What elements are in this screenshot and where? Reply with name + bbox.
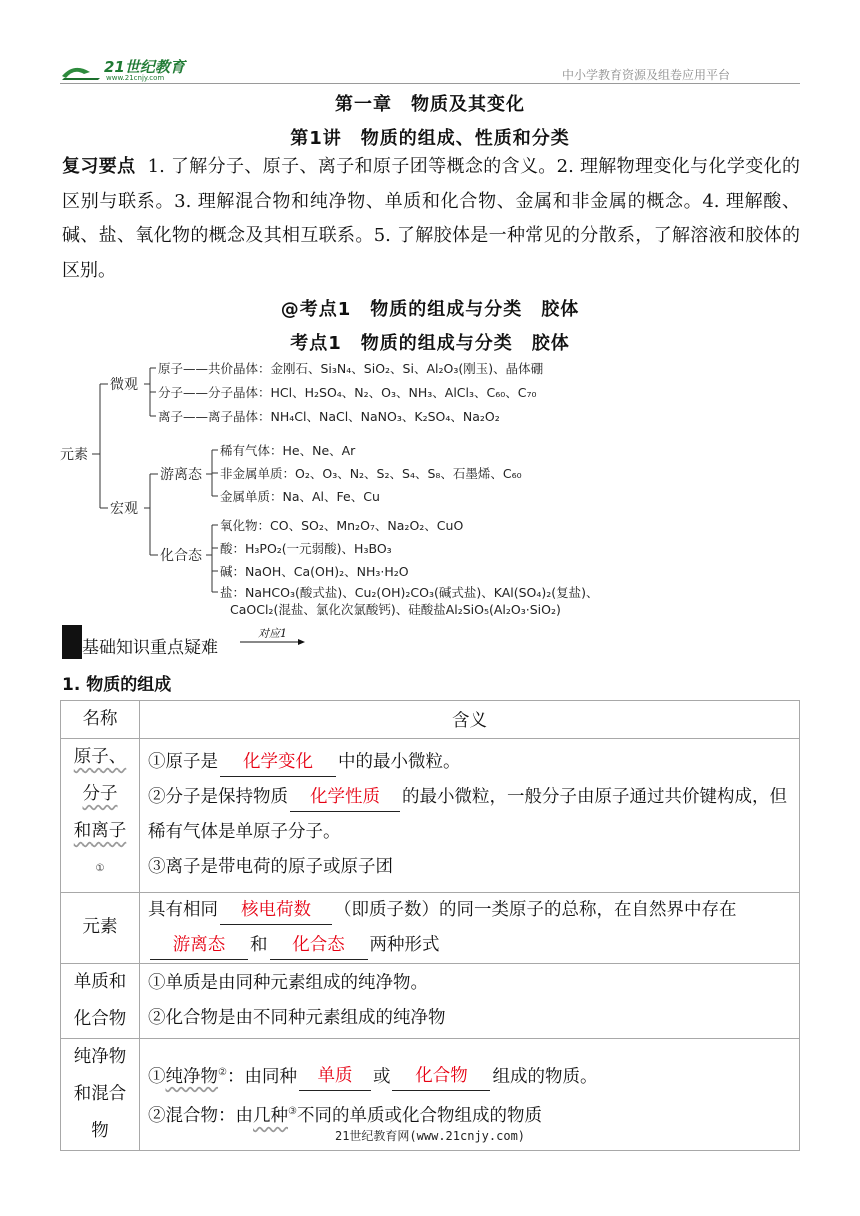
diagram-free-row: 稀有气体：He、Ne、Ar xyxy=(220,443,356,458)
diagram-compound-state: 化合态 xyxy=(160,548,202,564)
text: ：由同种 xyxy=(226,1066,297,1087)
answer-blank: 化合物 xyxy=(392,1062,490,1091)
chapter-title: 第一章 物质及其变化 xyxy=(335,94,525,115)
platform-name: 中小学教育资源及组卷应用平台 xyxy=(561,68,730,82)
row-name xyxy=(61,739,140,893)
section-arrow-label: 对应1 xyxy=(258,627,287,640)
answer-blank: 单质 xyxy=(299,1062,371,1091)
text: ②分子是保持物质 xyxy=(148,787,288,808)
answer-blank: 化合态 xyxy=(270,931,368,960)
row-name: 元素 xyxy=(61,892,140,963)
logo-url: www.21cnjy.com xyxy=(106,74,165,82)
diagram-free-state: 游离态 xyxy=(160,467,202,483)
diagram-compound-row: 盐：NaHCO₃(酸式盐)、Cu₂(OH)₂CO₃(碱式盐)、KAl(SO₄)₂(复盐)、 xyxy=(220,585,599,600)
table-row xyxy=(61,739,800,893)
row-name-part: 原子、 xyxy=(73,747,127,767)
logo xyxy=(60,56,220,82)
text: 或 xyxy=(372,1066,391,1087)
text: 具有相同 xyxy=(148,899,218,920)
row-name-part: 和混合 xyxy=(73,1083,127,1104)
arrow-right-icon xyxy=(240,637,306,647)
text: 组成的物质。 xyxy=(492,1066,598,1087)
row-name-part: 和离子 xyxy=(73,821,127,841)
review-lead: 复习要点 xyxy=(62,156,136,177)
section-heading: 1. 物质的组成 xyxy=(62,675,172,695)
section-label: 基础知识重点疑难 xyxy=(82,638,218,658)
diagram-free-row: 非金属单质：O₂、O₃、N₂、S₂、S₄、S₈、石墨烯、C₆₀ xyxy=(220,466,522,481)
text: ②化合物是由不同种元素组成的纯净物 xyxy=(148,1007,446,1028)
table-row xyxy=(61,963,800,1038)
col-meaning-header: 含义 xyxy=(140,701,800,739)
answer-blank: 化学性质 xyxy=(290,783,400,812)
answer-blank: 化学变化 xyxy=(220,748,336,777)
diagram-micro: 微观 xyxy=(110,377,138,393)
col-name-header: 名称 xyxy=(61,701,140,739)
row-name-part: 物 xyxy=(91,1120,109,1141)
row-name-part: 纯净物 xyxy=(73,1046,127,1067)
text: 不同的单质或化合物组成的物质 xyxy=(296,1106,542,1127)
diagram-micro-row: 原子——共价晶体：金刚石、Si₃N₄、SiO₂、Si、Al₂O₃(刚玉)、晶体硼 xyxy=(158,361,544,376)
classification-diagram xyxy=(58,352,618,618)
text: ②混合物：由 xyxy=(148,1106,253,1127)
text: （即质子数）的同一类原子的总称，在自然界中存在 xyxy=(334,899,737,920)
diagram-free-row: 金属单质：Na、Al、Fe、Cu xyxy=(220,489,380,504)
header-rule xyxy=(60,83,800,84)
row-meaning xyxy=(140,739,800,893)
text: ①原子是 xyxy=(148,752,218,773)
text: ③离子是带电荷的原子或原子团 xyxy=(148,857,393,878)
page-footer: 21世纪教育网(www.21cnjy.com) xyxy=(334,1129,526,1143)
review-text: 1. 了解分子、原子、离子和原子团等概念的含义。2. 理解物理变化与化学变化的区别与联系。3. 理解混合物和纯净物、单质和化合物、金属和非金属的概念。4. 理解酸、碱、盐、氧化物的概念及其相互联系。5. 了解胶体是一种常见的分散系，了解溶液和胶体的区别。 xyxy=(62,156,800,281)
topic-title-1: @考点1 物质的组成与分类 胶体 xyxy=(280,299,580,320)
section-header xyxy=(62,625,362,659)
topic-title-2: 考点1 物质的组成与分类 胶体 xyxy=(290,333,570,354)
text: 两种形式 xyxy=(369,934,440,955)
footnote-marker: ② xyxy=(218,1066,227,1078)
text: 中的最小微粒。 xyxy=(338,752,461,773)
diagram-compound-row: CaOCl₂(混盐、氯化次氯酸钙)、硅酸盐Al₂SiO₅(Al₂O₃·SiO₂) xyxy=(230,602,561,617)
text: 和 xyxy=(250,934,268,955)
diagram-root: 元素 xyxy=(60,447,88,463)
text: ① xyxy=(148,1066,166,1087)
row-meaning xyxy=(140,963,800,1038)
lesson-title: 第1讲 物质的组成、性质和分类 xyxy=(290,128,570,149)
text: ①单质是由同种元素组成的纯净物。 xyxy=(148,972,428,993)
text: 的最小微粒，一般分子由原子通过共价键构成，但稀有气体是单原子分子。 xyxy=(148,787,787,843)
review-points xyxy=(62,150,800,288)
diagram-compound-row: 酸：H₃PO₂(一元弱酸)、H₃BO₃ xyxy=(220,541,392,556)
composition-table xyxy=(60,700,800,1151)
row-name-part: 化合物 xyxy=(73,1008,127,1029)
row-name xyxy=(61,963,140,1038)
page-header xyxy=(60,52,800,84)
answer-blank: 游离态 xyxy=(150,931,248,960)
term: 纯净物 xyxy=(165,1066,218,1087)
answer-blank: 核电荷数 xyxy=(220,896,332,925)
table-header-row xyxy=(61,701,800,739)
diagram-macro: 宏观 xyxy=(110,501,138,517)
row-meaning xyxy=(140,892,800,963)
diagram-compound-row: 碱：NaOH、Ca(OH)₂、NH₃·H₂O xyxy=(220,564,409,579)
table-row xyxy=(61,892,800,963)
row-name-part: 分子 xyxy=(82,784,118,804)
diagram-compound-row: 氧化物：CO、SO₂、Mn₂O₇、Na₂O₂、CuO xyxy=(220,518,464,533)
section-marker xyxy=(62,625,82,659)
row-name-part: 单质和 xyxy=(73,971,127,992)
diagram-micro-row: 离子——离子晶体：NH₄Cl、NaCl、NaNO₃、K₂SO₄、Na₂O₂ xyxy=(158,409,500,424)
logo-text: 21世纪教育 xyxy=(104,58,185,76)
footnote-marker: ③ xyxy=(288,1106,297,1118)
diagram-micro-row: 分子——分子晶体：HCl、H₂SO₄、N₂、O₃、NH₃、AlCl₃、C₆₀、C₇₀ xyxy=(158,385,537,400)
term: 几种 xyxy=(253,1106,288,1127)
footnote-marker: ① xyxy=(95,863,105,874)
